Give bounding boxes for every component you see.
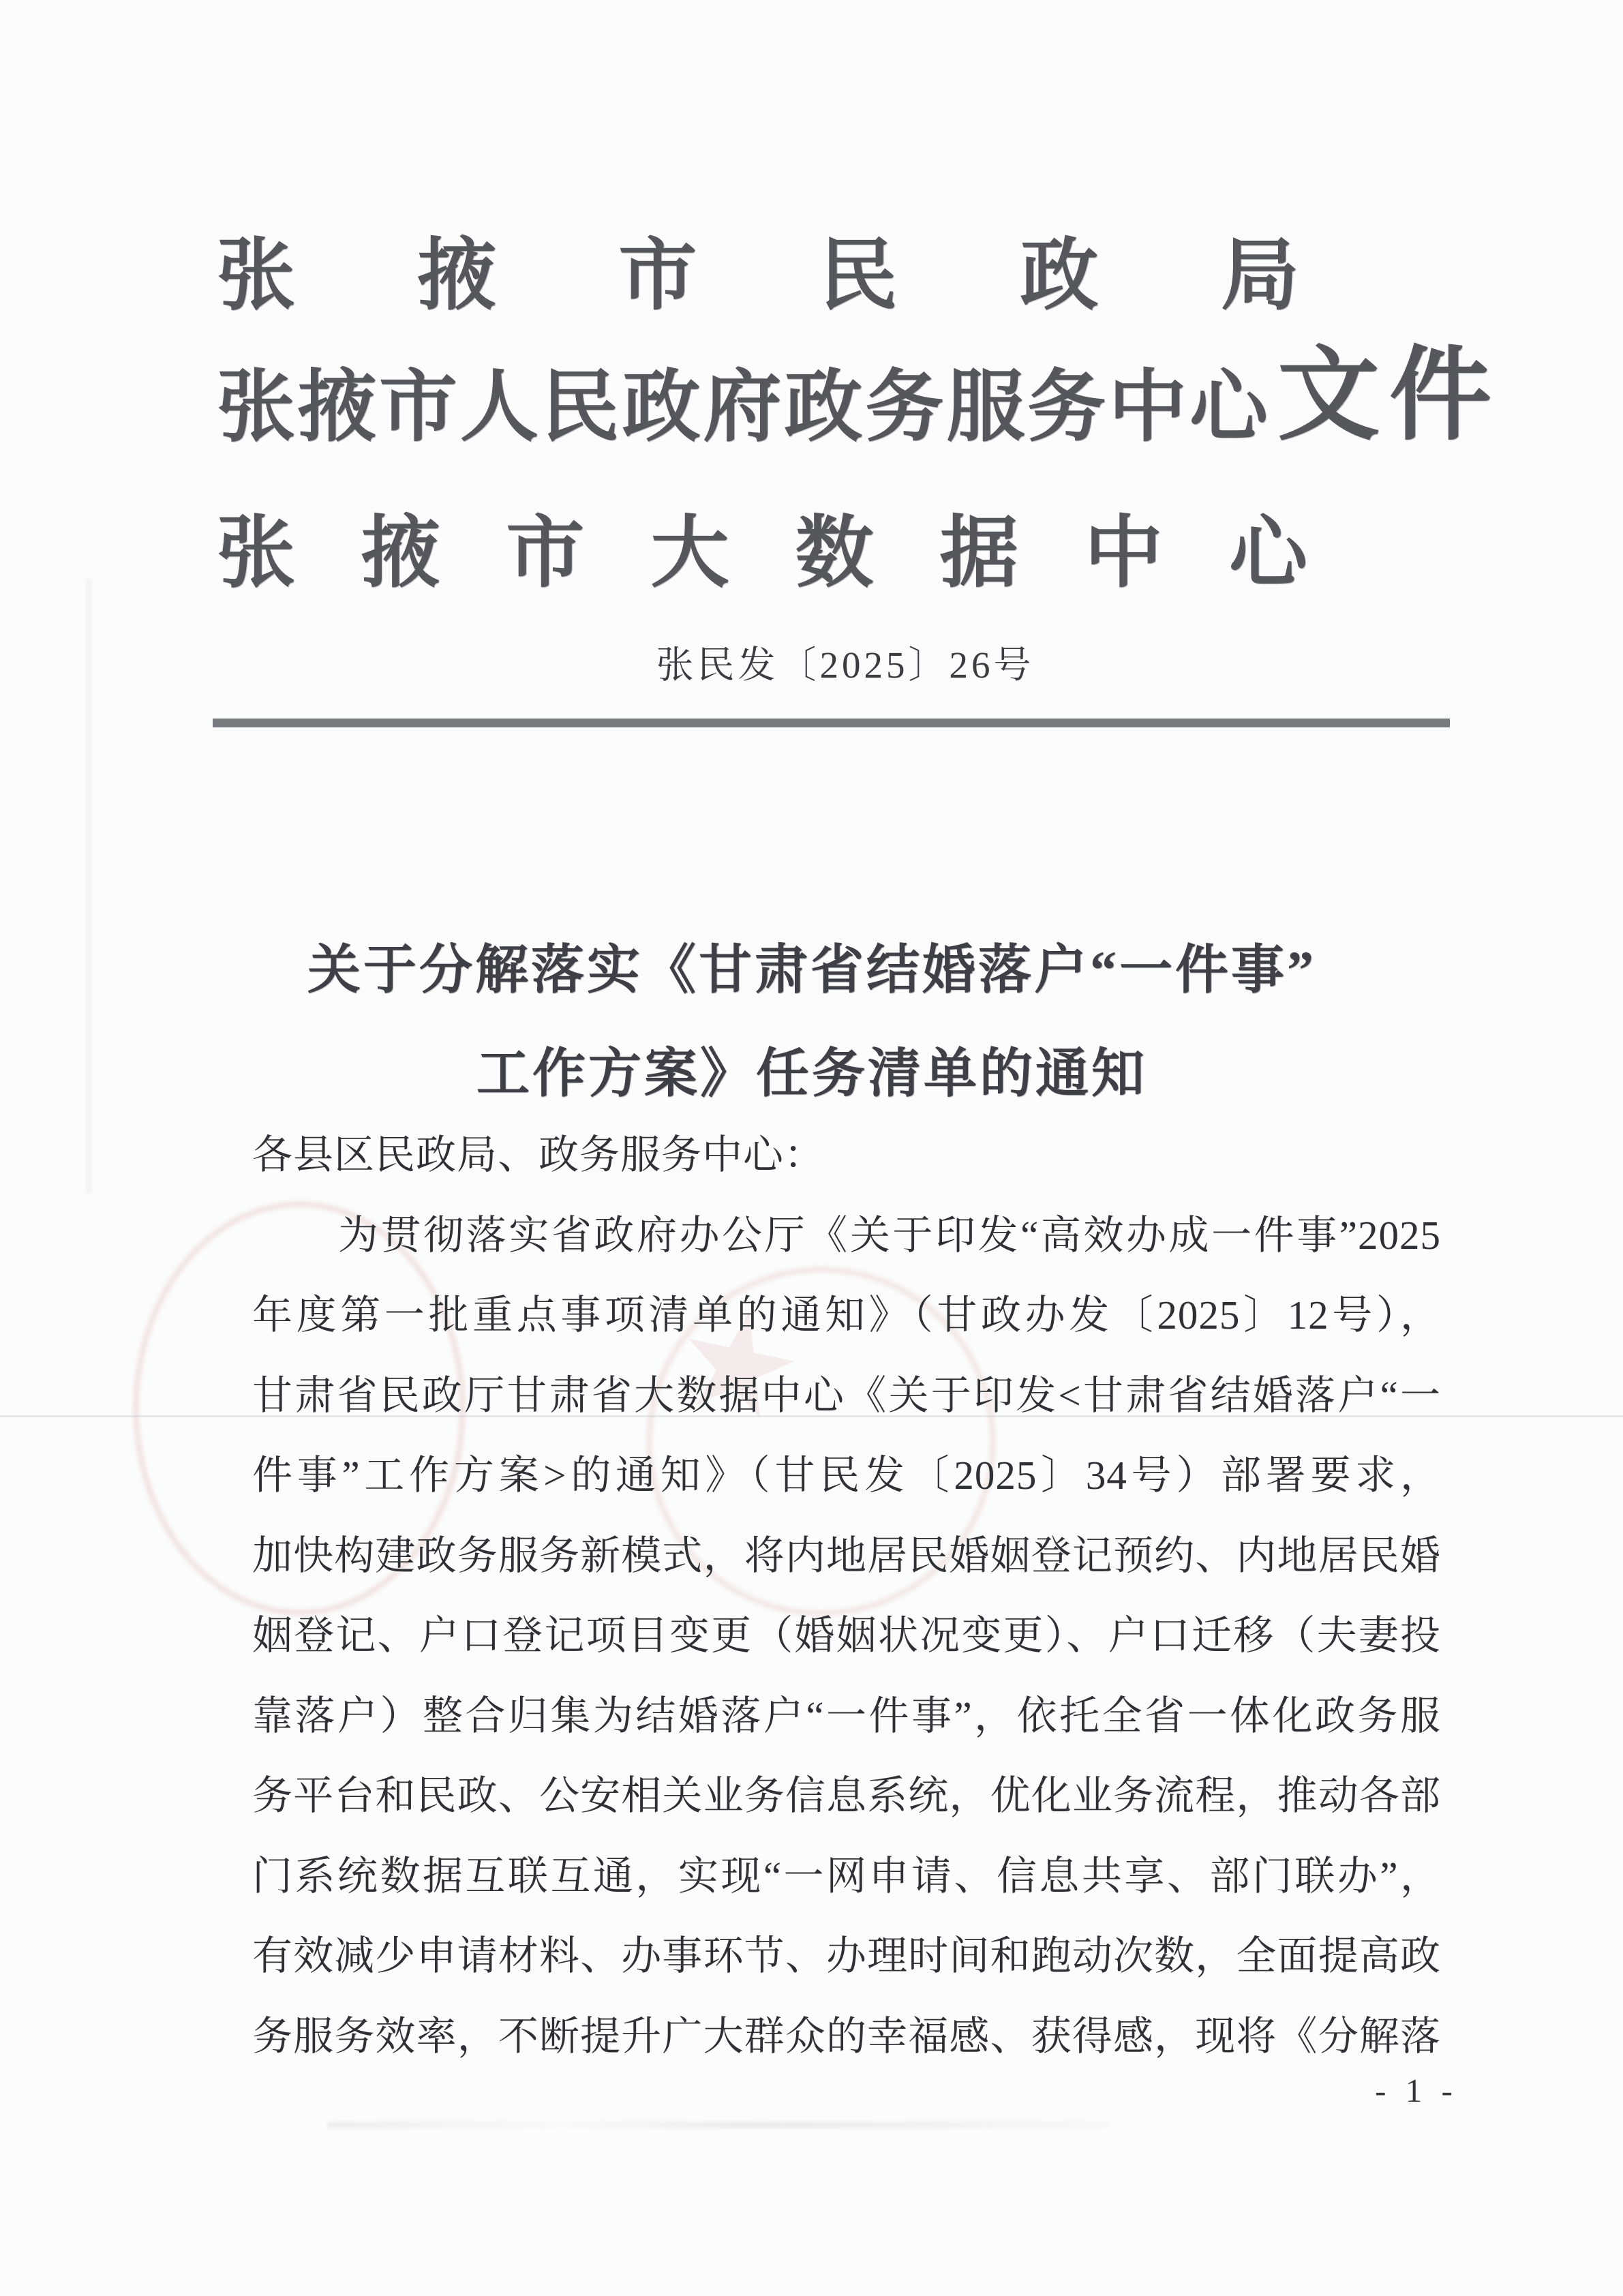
org-name-big-data-center: 张掖市大数据中心 (217, 510, 1307, 596)
document-number: 张民发〔2025〕26号 (656, 644, 1035, 686)
org-name-civil-affairs-bureau: 张掖市民政局 (217, 232, 1299, 319)
body-line: 件事”工作方案>的通知》（甘民发〔2025〕34号）部署要求， (252, 1453, 1441, 1498)
org-name-government-service-center: 张掖市人民政府政务服务中心 (217, 364, 1268, 451)
body-line: 年度第一批重点事项清单的通知》（甘政办发〔2025〕12号）， (252, 1293, 1441, 1338)
scan-artifact-edge (86, 579, 91, 1193)
body-line: 务服务效率，不断提升广大群众的幸福感、获得感，现将《分解落 (252, 2013, 1441, 2059)
page-number: - 1 - (1375, 2072, 1458, 2109)
salutation: 各县区民政局、政务服务中心： (252, 1132, 825, 1177)
document-title-line-1: 关于分解落实《甘肃省结婚落户“一件事” (307, 940, 1316, 999)
body-line: 有效减少申请材料、办事环节、办理时间和跑动次数，全面提高政 (252, 1933, 1441, 1978)
body-line: 加快构建政务服务新模式，将内地居民婚姻登记预约、内地居民婚 (252, 1532, 1441, 1578)
scan-artifact-smudge (327, 2121, 1111, 2128)
body-line: 姻登记、户口登记项目变更（婚姻状况变更）、户口迁移（夫妻投 (252, 1613, 1441, 1658)
body-line: 靠落户）整合归集为结婚落户“一件事”，依托全省一体化政务服 (252, 1693, 1441, 1738)
body-line: 甘肃省民政厅甘肃省大数据中心《关于印发<甘肃省结婚落户“一 (252, 1372, 1441, 1418)
body-line: 为贯彻落实省政府办公厅《关于印发“高效办成一件事”2025 (338, 1212, 1441, 1258)
document-title-line-2: 工作方案》任务清单的通知 (476, 1044, 1147, 1103)
document-body (252, 1115, 1441, 2076)
body-line: 务平台和民政、公安相关业务信息系统，优化业务流程，推动各部 (252, 1773, 1441, 1818)
body-line: 门系统数据互联互通，实现“一网申请、信息共享、部门联办”， (252, 1853, 1441, 1899)
letterhead-rule (213, 719, 1450, 727)
document-type-label: 文件 (1277, 339, 1502, 453)
